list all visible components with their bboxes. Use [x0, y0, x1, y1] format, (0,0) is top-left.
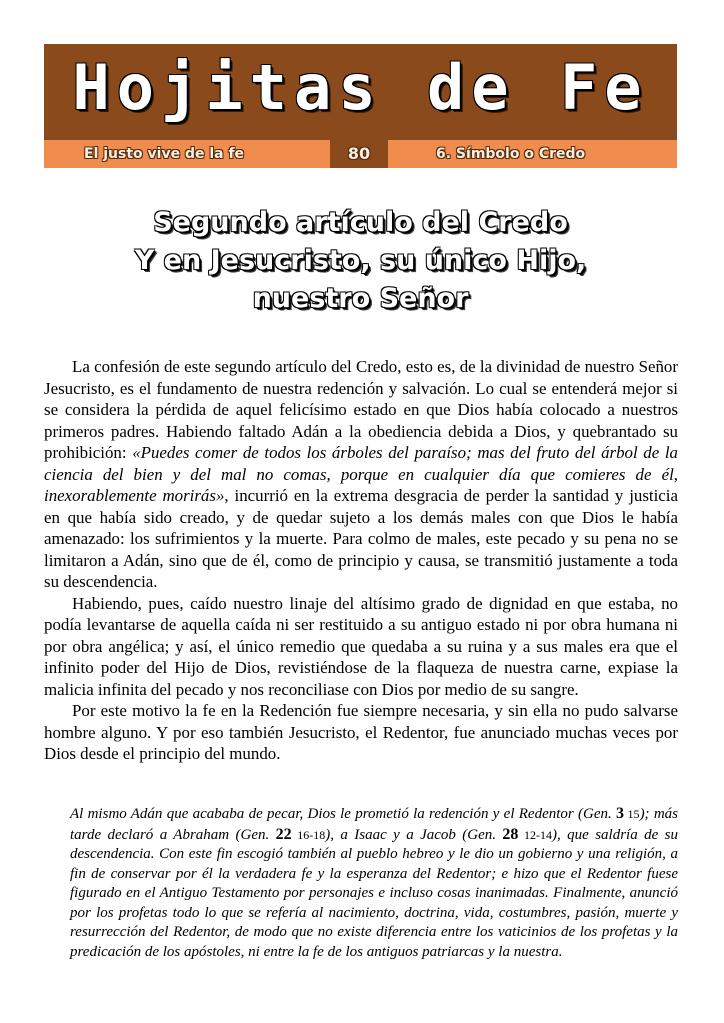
issue-number: 80	[330, 140, 388, 168]
header-subbar	[44, 140, 677, 168]
paragraph-1: La confesión de este segundo artículo del Credo, esto es, de la divinidad de nuestro Señor Jesucristo, es el fundamento de nuestra redención y salvación. Lo cual se entenderá mejor si se considera la pérdida de aquel felicísimo estado en que Dios había colocado a nuestros primeros padres. Habiendo faltado Adán a la obediencia debida a Dios, y quebrantado su prohibición: «Puedes comer de todos los árboles del paraíso; mas del fruto del árbol de la ciencia del bien y del mal no comas, porque en cualquier día que comieres de él, inexorablemente morirás», incurrió en la extrema desgracia de perder la santidad y justicia en que había sido creado, y de quedar sujeto a los demás males con que Dios le había amenazado: los sufrimientos y la muerte. Para colmo de males, este pecado y su pena no se limitaron a Adán, sino que de él, como de principio y causa, se transmitió justamente a toda su descendencia.	[44, 357, 678, 591]
header-banner	[44, 44, 677, 140]
paragraph-2: Habiendo, pues, caído nuestro linaje del altísimo grado de dignidad en que estaba, no podía levantarse de aquella caída ni ser restituido a su antiguo estado ni por obra humana ni por obra angélica; y así, el único remedio que quedaba a su ruina y a sus males era que el infinito poder del Hijo de Dios, revistiéndose de la flaqueza de nuestra carne, expiase la malicia infinita del pecado y nos reconciliase con Dios por medio de su sangre.	[44, 593, 678, 699]
paragraph-3: Por este motivo la fe en la Redención fue siempre necesaria, y sin ella no pudo salvarse hombre alguno. Y por eso también Jesucristo, el Redentor, fue anunciado muchas veces por Dios desde el principio del mundo.	[44, 701, 678, 763]
title-line-2: Y en Jesucristo, su único Hijo,	[134, 245, 587, 276]
note-block: Al mismo Adán que acababa de pecar, Dios le prometió la redención y el Redentor (Gen. 3 15); más tarde declaró a Abraham (Gen. 22 16-18), a Isaac y a Jacob (Gen. 28 12-14), que saldría de su descendencia. Con este fin escogió también al pueblo hebreo y le dio un gobierno y una religión, a fin de conservar por él la verdadera fe y la esperanza del Redentor; e hizo que el Redentor fuese figurado en el Antiguo Testamento por personajes e incluso cosas inanimadas. Finalmente, anunció por los profetas todo lo que se refería al nacimiento, doctrina, vida, costumbres, pasión, muerte y resurrección del Redentor, de modo que no existe diferencia entre los vaticinios de los profetas y la predicación de los apóstoles, ni entre la fe de los antiguos patriarcas y la nuestra.	[70, 805, 678, 960]
page-title	[44, 204, 677, 318]
publication-title: Hojitas de Fe	[72, 51, 649, 124]
title-line-1: Segundo artículo del Credo	[153, 207, 568, 238]
article-body	[44, 356, 678, 765]
genesis-quote: «Puedes comer de todos los árboles del paraíso; mas del fruto del árbol de la ciencia del bien y del mal no comas, porque en cualquier día que comieres de él, inexorablemente morirás»	[44, 443, 678, 505]
section-label: 6. Símbolo o Credo	[436, 146, 586, 162]
motto: El justo vive de la fe	[84, 146, 245, 162]
title-line-3: nuestro Señor	[252, 283, 469, 314]
